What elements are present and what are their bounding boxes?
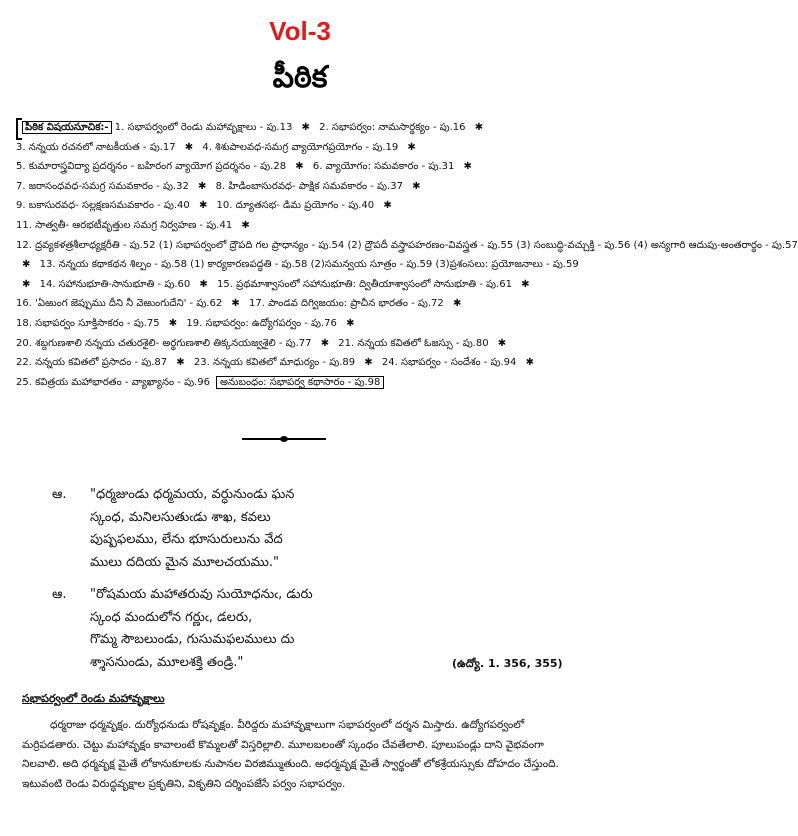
star-separator-icon: ✱: [241, 219, 250, 231]
toc-item: 11. సాత్వతీ- ఆరభటీవృత్తుల సమగ్ర నిర్వహణ - పు.41: [16, 219, 233, 231]
star-separator-icon: ✱: [474, 122, 484, 133]
toc-item: 16. 'ఏఱుంగ జెప్పుము దీని నీ వెఱుంగుదేని' - పు.62: [16, 298, 223, 310]
toc-item: 25. కవిత్రయ మహాభారతం - వ్యాఖ్యానం - పు.96: [16, 376, 210, 388]
verse-meter: ఆ.: [52, 587, 67, 602]
volume-label: Vol-3: [269, 16, 331, 46]
toc-item: 21. నన్నయ కవితలో ఓజస్సు - పు.80: [338, 337, 489, 349]
star-separator-icon: ✱: [525, 357, 534, 369]
toc-item: 10. ద్యూతసభ- డిమ ప్రయోగం - పు.40: [216, 200, 375, 212]
toc-item: 9. బకాసురవధ- సల్లక్షణసమవకారం - పు.40: [16, 200, 190, 212]
page-title: పీఠిక: [272, 60, 328, 95]
verse-1: [52, 484, 572, 574]
toc-heading: పీఠిక విషయసూచిక:-: [22, 121, 112, 134]
star-separator-icon: ✱: [22, 278, 31, 290]
toc-item: 13. నన్నయ కథాకథన శిల్పం - పు.58 (1) కార్యకారణపద్ధతి - పు.58 (2)సమన్వయ సూత్రం - పు.59 (3)ప్రశంసలు: ప్రయోజనాలు - పు.59: [39, 259, 579, 271]
toc-item: 8. హిడింబాసురవధ- పాక్షిక సమవకారం - పు.37: [215, 180, 403, 192]
star-separator-icon: ✱: [320, 337, 330, 349]
verse-line: శ్శాసనుండు, మూలశక్తి తండ్రి.": [90, 654, 244, 670]
toc-item: 15. ప్రథమాశ్వాసంలో సహానుభూతి: ద్వితీయాశ్వాసంలో సానుభూతి - పు.61: [217, 278, 512, 290]
toc-item: 12. ద్రవ్యకళత్రశీలాధ్యక్షరీతి - పు.52 (1) సభాపర్వంలో ద్రౌపది గల ప్రాధాన్యం - పు.54 (2) ద్రౌపదీ వస్త్రాపహరణం-వివస్త్రత - పు.55 (3) సంబుద్ధి-వచ్చుక్తి - పు.56 (4) అన్యగారి ఆదుపు-అంతరార్థం - పు.57: [16, 239, 798, 251]
section-heading: సభాపర్వంలో రెండు మహావృక్షాలు: [22, 692, 165, 705]
star-separator-icon: ✱: [412, 180, 421, 192]
star-separator-icon: ✱: [452, 298, 462, 310]
toc-item: 18. సభాపర్వం సూక్తిసాకరం - పు.75: [16, 317, 160, 329]
verse-line: స్కంధ మందులోన గర్ణుఁ, డలరు,: [90, 609, 253, 625]
verse-line: ములు దదియ మైన మూలచయము.": [90, 554, 279, 570]
toc-item: 14. సహానుభూతి-సానుభూతి - పు.60: [39, 278, 191, 290]
toc-item: 19. సభాపర్వం: ఉద్యోగపర్వం - పు.76: [186, 317, 337, 329]
verse-line: పుష్పఫలము, లేను భూసురులును వేద: [90, 532, 283, 547]
toc-item: 17. పాండవ దిగ్విజయం: ప్రాచీన భారతం - పు.72: [248, 298, 444, 310]
star-separator-icon: ✱: [198, 180, 207, 192]
star-separator-icon: ✱: [295, 161, 304, 173]
toc-item: 22. నన్నయ కవితలో ప్రసాదం - పు.87: [16, 357, 168, 369]
toc-item: 6. వ్యాయోగం: సమవకారం - పు.31: [312, 161, 455, 173]
star-separator-icon: ✱: [463, 161, 472, 173]
toc-item: 20. శబ్దగుణశాలి నన్నయ చతురశైలి- అర్థగుణశాలి తిక్కనయజ్వశైలి - పు.77: [16, 337, 312, 349]
toc-item-list: [16, 122, 798, 388]
star-separator-icon: ✱: [383, 200, 392, 212]
star-separator-icon: ✱: [176, 357, 185, 369]
toc-item: 24. సభాపర్వం - సందేశం - పు.94: [381, 357, 517, 369]
toc-item: 2. సభాపర్వం: నామసార్థక్యం - పు.16: [319, 122, 466, 133]
toc-item: 3. నన్నయ రచనలో నాటకీయత - పు.17: [16, 141, 176, 153]
verse-line: గొమ్మ సౌబలుండు, గుసుమఫలములు దు: [90, 632, 295, 647]
star-separator-icon: ✱: [198, 200, 208, 212]
star-separator-icon: ✱: [364, 357, 373, 369]
star-separator-icon: ✱: [199, 278, 208, 290]
star-separator-icon: ✱: [407, 141, 416, 153]
verse-line: "ధర్మజుండు ధర్మమయ, వర్ధునుండు ఘన: [90, 487, 295, 502]
toc-appendix: అనుబంధం: సభాపర్వ కథాసారం - పు.98: [216, 376, 384, 389]
toc-item: 7. జరాసంధవధ-సమగ్ర సమవకారం - పు.32: [16, 180, 189, 192]
toc-item: 23. నన్నయ కవితలో మాధుర్యం - పు.89: [193, 357, 356, 369]
star-separator-icon: ✱: [231, 298, 240, 310]
toc-item: 4. శిశుపాలవధ-సమగ్ర వ్యాయోగప్రయోగం - పు.19: [202, 141, 399, 153]
bracket-decoration: [16, 118, 22, 140]
verse-meter: ఆ.: [52, 487, 67, 502]
section-divider: [242, 438, 326, 440]
star-separator-icon: ✱: [497, 337, 507, 349]
toc-item: 5. కుమారాస్త్రవిద్యా ప్రదర్శనం - బహిరంగ వ్యాయోగ ప్రదర్శనం - పు.28: [16, 161, 287, 173]
table-of-contents: [16, 118, 798, 392]
toc-item: 1. సభాపర్వంలో రెండు మహావృక్షాలు - పు.13: [114, 122, 293, 133]
body-paragraph: ధర్మరాజు ధర్మవృక్షం. దుర్యోధనుడు రోషవృక్షం. వీరిద్దరు మహావృక్షాలుగా సభాపర్వంలో దర్శన మిస్తారు. ఉద్యోగపర్వంలో మర్రిపడతారు. చెట్టు మహావృక్షం కావాలంటే కొమ్మలతో విస్తరిల్లాలి. మూలబలంతో స్కంధం చేవతేలాలి. పూలుపండ్లు దాని వైభవంగా నిలవాలి. అది ధర్మవృక్ష మైతే లోకానుకూలకు నుపానల విరజిమ్ముతుంది. అధర్మవృక్ష మైతే స్వార్థంతో లోకశ్రేయస్సుకు దోహదం చేస్తుంది. ఇటువంటి రెండు విరుద్ధవృక్షాల ప్రకృతిని, వికృతిని దర్శింపజేసే పర్వం సభాపర్వం.: [22, 719, 559, 790]
verse-reference: (ఉద్యో. 1. 356, 355): [452, 657, 563, 670]
star-separator-icon: ✱: [521, 278, 530, 290]
star-separator-icon: ✱: [301, 122, 310, 133]
star-separator-icon: ✱: [184, 141, 194, 153]
star-separator-icon: ✱: [346, 317, 355, 329]
star-separator-icon: ✱: [168, 317, 178, 329]
verse-line: "రోషమయ మహాతరువు సుయోధనుఁ, డురు: [90, 587, 313, 602]
star-separator-icon: ✱: [22, 259, 31, 271]
verse-line: స్కంధ, మనిలసుతుఁడు శాఖ, కవలు: [90, 509, 271, 525]
